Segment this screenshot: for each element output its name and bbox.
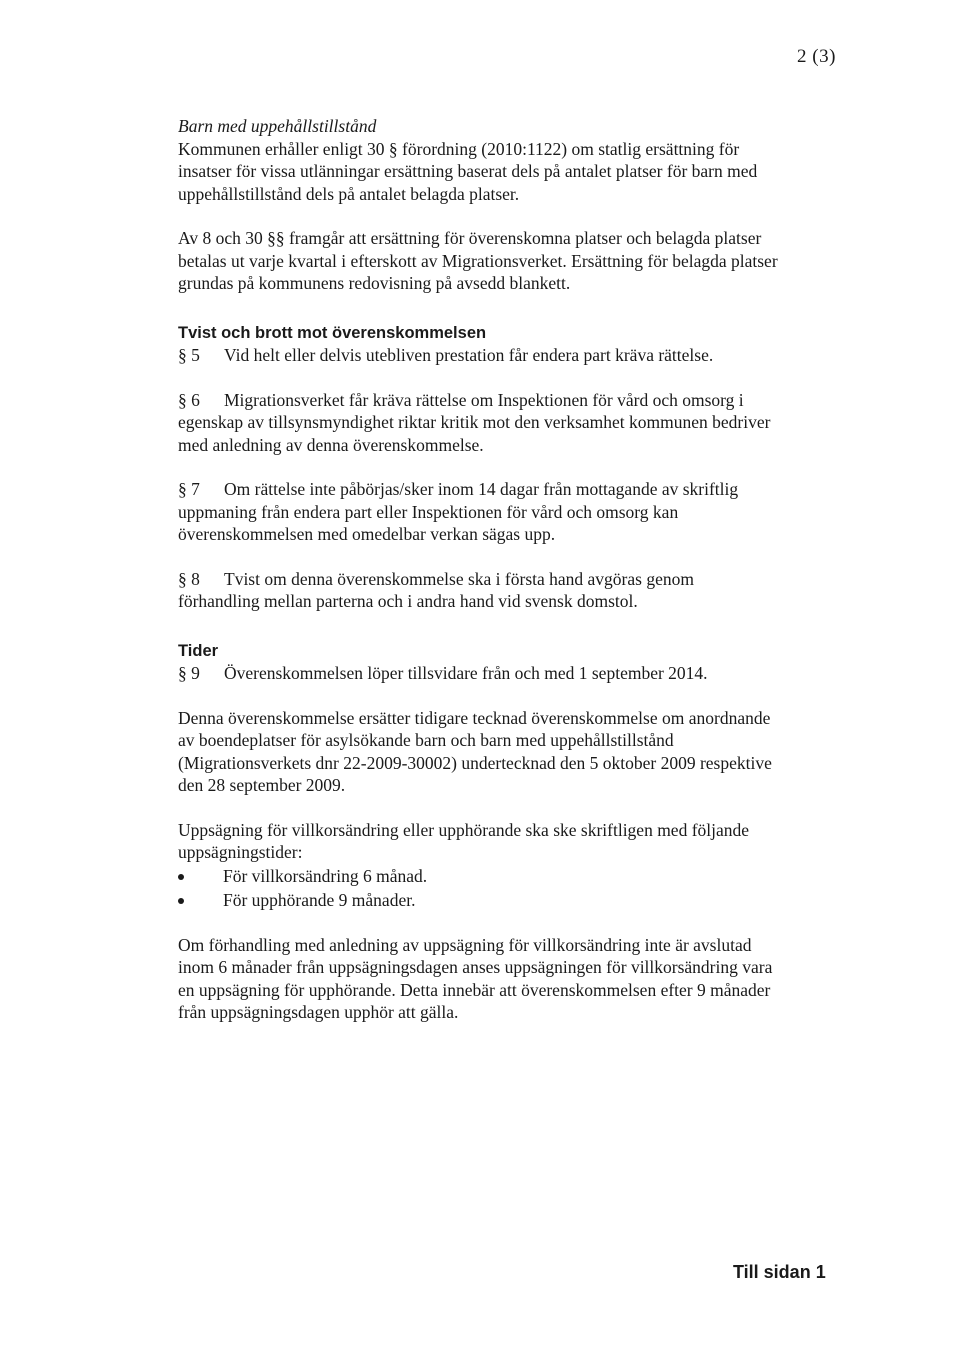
section-heading-barn: Barn med uppehållstillstånd <box>178 116 377 136</box>
section-number: § 8 <box>178 568 200 589</box>
section-number: § 9 <box>178 663 200 683</box>
paragraph-section-8 <box>178 568 778 613</box>
section-text: Migrationsverket får kräva rättelse om Inspektionen för vård och omsorg i egenskap av tillsynsmyndighet riktar kritik mot den verksamhet kommunen bedriver med anledning av denna överenskommelse. <box>178 389 771 455</box>
section-heading-tider: Tider <box>178 641 219 660</box>
paragraph-section-6 <box>178 389 778 457</box>
section-text: Vid helt eller delvis utebliven prestation får endera part kräva rättelse. <box>224 345 714 365</box>
section-text: Om rättelse inte påbörjas/sker inom 14 dagar från mottagande av skriftlig uppmaning från endera part eller Inspektionen för vård och omsorg kan överenskommelsen med omedelbar verkan sägas upp. <box>178 479 739 544</box>
section-heading-tvist: Tvist och brott mot överenskommelsen <box>178 323 487 342</box>
paragraph-section-9 <box>178 662 778 685</box>
paragraph-section-5 <box>178 344 778 367</box>
paragraph-barn-2: Av 8 och 30 §§ framgår att ersättning för överenskomna platser och belagda platser betalas ut varje kvartal i efterskott av Migrationsverket. Ersättning för belagda platser grundas på kommunens redovisning på avsedd blankett. <box>178 228 778 293</box>
section-number: § 5 <box>178 345 200 365</box>
list-item: För villkorsändring 6 månad. <box>178 864 778 888</box>
paragraph-denna: Denna överenskommelse ersätter tidigare tecknad överenskommelse om anordnande av boendeplatser för asylsökande barn och barn med uppehållstillstånd (Migrationsverkets dnr 22-2009-30002) undertecknad den 5 oktober 2009 respektive den 28 september 2009. <box>178 707 772 795</box>
bullet-list <box>178 864 778 912</box>
section-number: § 6 <box>178 389 200 410</box>
paragraph-uppsagning: Uppsägning för villkorsändring eller upphörande ska ske skriftligen med följande uppsägningstider: <box>178 819 750 862</box>
document-body <box>178 115 778 1024</box>
next-page-label: Till sidan 1 <box>733 1262 826 1282</box>
paragraph-barn-1: Kommunen erhåller enligt 30 § förordning (2010:1122) om statlig ersättning för insatser för vissa utlänningar ersättning baserat dels på antalet platser för barn med uppehållstillstånd dels på antalet belagda platser. <box>178 138 758 204</box>
section-text: Överenskommelsen löper tillsvidare från och med 1 september 2014. <box>224 663 708 683</box>
list-item: För upphörande 9 månader. <box>178 888 778 912</box>
section-number: § 7 <box>178 479 200 499</box>
paragraph-section-7 <box>178 478 778 546</box>
section-text: Tvist om denna överenskommelse ska i första hand avgöras genom förhandling mellan parterna och i andra hand vid svensk domstol. <box>178 568 694 611</box>
page-number: 2 (3) <box>797 46 836 67</box>
paragraph-forhandling: Om förhandling med anledning av uppsägning för villkorsändring inte är avslutad inom 6 månader från uppsägningsdagen anses uppsägningen för villkorsändring vara en uppsägning för upphörande. Detta innebär att överenskommelsen efter 9 månader från uppsägningsdagen upphör att gälla. <box>178 934 773 1022</box>
